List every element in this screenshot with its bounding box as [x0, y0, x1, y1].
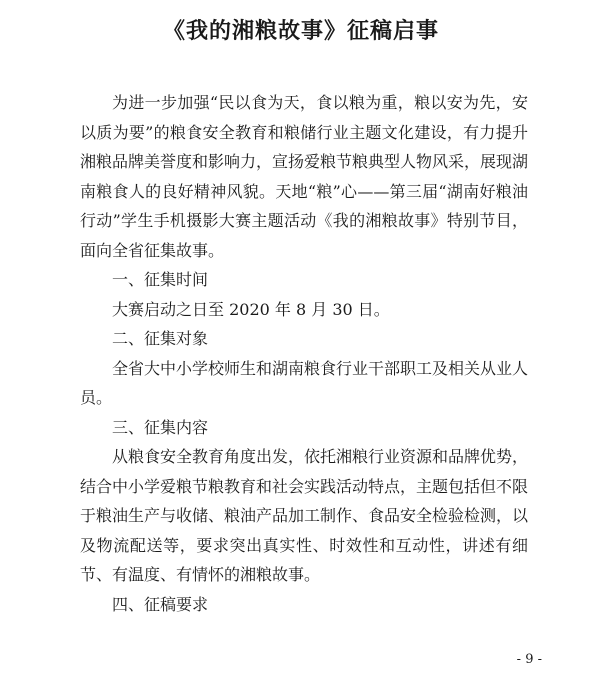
section-heading-time: 一、征集时间 — [112, 270, 209, 289]
document-body — [80, 88, 528, 619]
document-title: 《我的湘粮故事》征稿启事 — [162, 18, 439, 44]
section-body-audience: 全省大中小学校师生和湖南粮食行业干部职工及相关从业人员。 — [80, 358, 529, 407]
page-number: - 9 - — [516, 652, 542, 667]
intro-paragraph: 为进一步加强“民以食为天，食以粮为重，粮以安为先，安以质为要”的粮食安全教育和粮储行业主题文化建设，有力提升湘粮品牌美誉度和影响力，宣扬爱粮节粮典型人物风采，展现湖南粮食人的良好精神风貌。天地“粮”心——第三届“湖南好粮油行动”学生手机摄影大赛主题活动《我的湘粮故事》特别节目，面向全省征集故事。 — [80, 93, 529, 260]
section-heading-audience: 二、征集对象 — [112, 329, 209, 348]
section-body-time: 大赛启动之日至 2020 年 8 月 30 日。 — [112, 299, 390, 319]
section-heading-requirements: 四、征稿要求 — [112, 594, 209, 614]
section-body-content: 从粮食安全教育角度出发，依托湘粮行业资源和品牌优势，结合中小学爱粮节粮教育和社会实践活动特点，主题包括但不限于粮油生产与收储、粮油产品加工制作、食品安全检验检测，以及物流配送等，要求突出真实性、时效性和互动性，讲述有细节、有温度、有情怀的湘粮故事。 — [80, 447, 529, 584]
section-heading-content: 三、征集内容 — [112, 417, 209, 437]
